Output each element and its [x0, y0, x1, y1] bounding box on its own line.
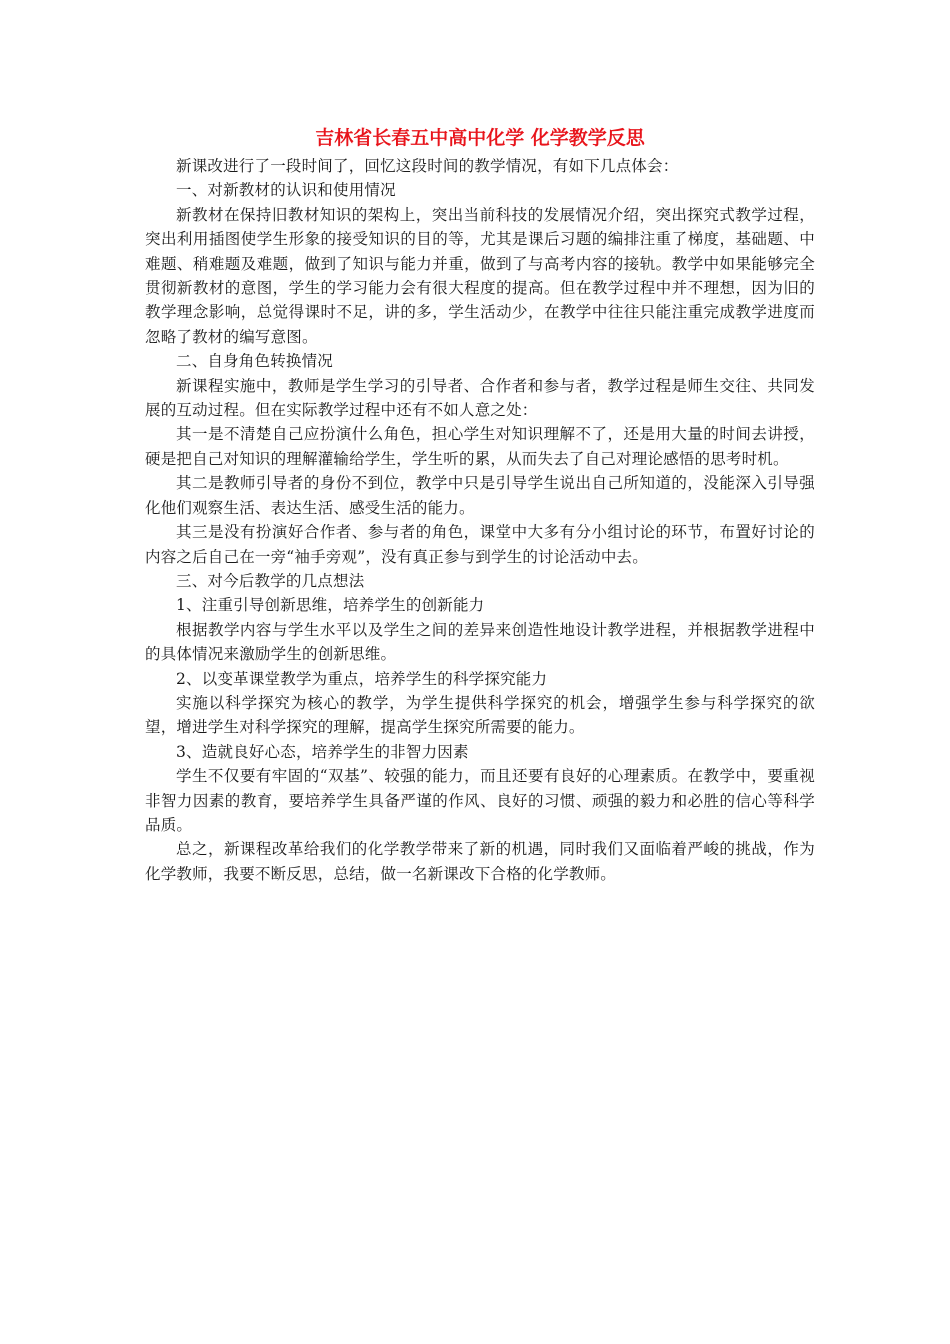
subheading-1: 1、注重引导创新思维，培养学生的创新能力: [176, 596, 485, 615]
section-heading-3: 三、对今后教学的几点想法: [176, 571, 365, 590]
paragraph: 根据教学内容与学生水平以及学生之间的差异来创造性地设计教学进程，并根据教学进程中的具体情况来激励学生的创新思维。: [145, 620, 815, 664]
paragraph: 新教材在保持旧教材知识的架构上，突出当前科技的发展情况介绍，突出探究式教学过程，突出利用插图使学生形象的接受知识的目的等，尤其是课后习题的编排注重了梯度，基础题、中难题、稍难题及难题，做到了知识与能力并重，做到了与高考内容的接轨。教学中如果能够完全贯彻新教材的意图，学生的学习能力会有很大程度的提高。但在教学过程中并不理想，因为旧的教学理念影响，总觉得课时不足，讲的多，学生活动少，在教学中往往只能注重完成教学进度而忽略了教材的编写意图。: [145, 205, 815, 346]
paragraph: 新课程实施中，教师是学生学习的引导者、合作者和参与者，教学过程是师生交往、共同发展的互动过程。但在实际教学过程中还有不如人意之处：: [145, 376, 815, 420]
paragraph: 其二是教师引导者的身份不到位，教学中只是引导学生说出自己所知道的，没能深入引导强化他们观察生活、表达生活、感受生活的能力。: [145, 474, 815, 517]
paragraph: 其三是没有扮演好合作者、参与者的角色，课堂中大多有分小组讨论的环节，布置好讨论的内容之后自己在一旁“袖手旁观”，没有真正参与到学生的讨论活动中去。: [145, 523, 815, 566]
subheading-2: 2、以变革课堂教学为重点，培养学生的科学探究能力: [176, 669, 548, 688]
section-heading-2: 二、自身角色转换情况: [176, 352, 334, 371]
paragraph-intro: 新课改进行了一段时间了，回忆这段时间的教学情况，有如下几点体会：: [176, 157, 679, 175]
paragraph: 学生不仅要有牢固的“双基”、较强的能力，而且还要有良好的心理素质。在教学中，要重视非智力因素的教育，要培养学生具备严谨的作风、良好的习惯、顽强的毅力和必胜的信心等科学品质。: [145, 767, 815, 834]
subheading-3: 3、造就良好心态，培养学生的非智力因素: [176, 742, 469, 761]
document-content: [145, 126, 815, 886]
document-title: 吉林省长春五中高中化学 化学教学反思: [315, 127, 645, 149]
paragraph: 实施以科学探究为核心的教学，为学生提供科学探究的机会，增强学生参与科学探究的欲望，增进学生对科学探究的理解，提高学生探究所需要的能力。: [145, 693, 815, 737]
paragraph: 其一是不清楚自己应扮演什么角色，担心学生对知识理解不了，还是用大量的时间去讲授，硬是把自己对知识的理解灌输给学生，学生听的累，从而失去了自己对理论感悟的思考时机。: [145, 425, 815, 468]
paragraph-conclusion: 总之，新课程改革给我们的化学教学带来了新的机遇，同时我们又面临着严峻的挑战，作为化学教师，我要不断反思，总结，做一名新课改下合格的化学教师。: [145, 840, 815, 883]
section-heading-1: 一、对新教材的认识和使用情况: [176, 181, 396, 200]
